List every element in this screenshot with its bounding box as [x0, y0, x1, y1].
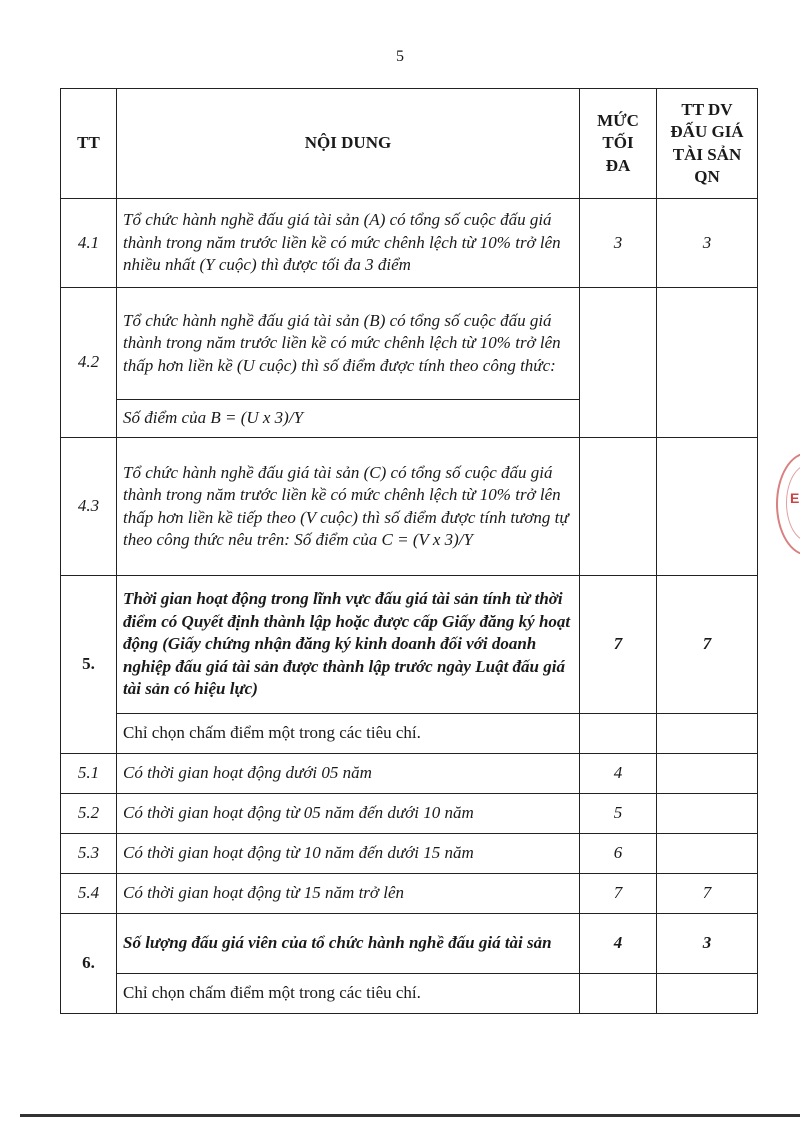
assigned-score: [657, 438, 758, 576]
row-number: 4.3: [61, 438, 117, 576]
max-score: 3: [580, 199, 657, 288]
assigned-score: [657, 834, 758, 874]
empty-cell: [657, 714, 758, 754]
header-noi-dung: NỘI DUNG: [117, 89, 580, 199]
table-row: [61, 199, 758, 288]
row-content: Tổ chức hành nghề đấu giá tài sản (C) có tổng số cuộc đấu giá thành trong năm trước liền kề có mức chênh lệch từ 10% trở lên thấp hơn liền kề tiếp theo (V cuộc) thì số điểm được tính tương tự theo công thức nêu trên: Số điểm của C = (V x 3)/Y: [117, 438, 580, 576]
empty-cell: [580, 714, 657, 754]
table-row: [61, 754, 758, 794]
row-number: 5.3: [61, 834, 117, 874]
row-number: 4.1: [61, 199, 117, 288]
row-content: Tổ chức hành nghề đấu giá tài sản (B) có tổng số cuộc đấu giá thành trong năm trước liền kề có mức chênh lệch từ 10% trở lên thấp hơn liền kề (U cuộc) thì số điểm được tính theo công thức:: [117, 288, 580, 400]
row-content: Số lượng đấu giá viên của tổ chức hành nghề đấu giá tài sản: [117, 914, 580, 974]
header-tt-dv: TT DV ĐẤU GIÁ TÀI SẢN QN: [657, 89, 758, 199]
row-content: Có thời gian hoạt động từ 15 năm trở lên: [117, 874, 580, 914]
header-tt: TT: [61, 89, 117, 199]
page-number: 5: [396, 48, 404, 65]
empty-cell: [657, 974, 758, 1014]
table-row: [61, 974, 758, 1014]
empty-cell: [580, 974, 657, 1014]
row-number: 5.: [61, 576, 117, 754]
table-header-row: [61, 89, 758, 199]
row-number: 4.2: [61, 288, 117, 438]
row-number: 5.1: [61, 754, 117, 794]
table-row: [61, 794, 758, 834]
row-content: Có thời gian hoạt động từ 05 năm đến dưới 10 năm: [117, 794, 580, 834]
max-score: 7: [580, 874, 657, 914]
row-number: 5.2: [61, 794, 117, 834]
table-row: [61, 714, 758, 754]
row-number: 5.4: [61, 874, 117, 914]
header-muc-toi-da: MỨC TỐI ĐA: [580, 89, 657, 199]
max-score: 4: [580, 914, 657, 974]
row-content: Có thời gian hoạt động từ 10 năm đến dưới 15 năm: [117, 834, 580, 874]
formula-text: Số điểm của B = (U x 3)/Y: [117, 400, 580, 438]
assigned-score: [657, 754, 758, 794]
max-score: 6: [580, 834, 657, 874]
scan-bottom-edge: [20, 1114, 800, 1117]
assigned-score: [657, 288, 758, 438]
row-number: 6.: [61, 914, 117, 1014]
stamp-letter: E: [790, 490, 800, 506]
table-row: [61, 576, 758, 714]
assigned-score: 7: [657, 576, 758, 714]
table-row: [61, 914, 758, 974]
max-score: [580, 438, 657, 576]
max-score: 7: [580, 576, 657, 714]
table-row: [61, 288, 758, 400]
table-row: [61, 834, 758, 874]
max-score: 4: [580, 754, 657, 794]
selection-note: Chỉ chọn chấm điểm một trong các tiêu chí.: [117, 974, 580, 1014]
assigned-score: 3: [657, 199, 758, 288]
max-score: 5: [580, 794, 657, 834]
max-score: [580, 288, 657, 438]
table-row: [61, 874, 758, 914]
assigned-score: 3: [657, 914, 758, 974]
table-row: [61, 438, 758, 576]
assigned-score: [657, 794, 758, 834]
row-content: Thời gian hoạt động trong lĩnh vực đấu giá tài sản tính từ thời điểm có Quyết định thành lập hoặc được cấp Giấy đăng ký hoạt động (Giấy chứng nhận đăng ký kinh doanh đối với doanh nghiệp đấu giá tài sản được thành lập trước ngày Luật đấu giá tài sản có hiệu lực): [117, 576, 580, 714]
row-content: Tổ chức hành nghề đấu giá tài sản (A) có tổng số cuộc đấu giá thành trong năm trước liền kề có mức chênh lệch từ 10% trở lên nhiều nhất (Y cuộc) thì được tối đa 3 điểm: [117, 199, 580, 288]
selection-note: Chỉ chọn chấm điểm một trong các tiêu chí.: [117, 714, 580, 754]
scoring-table: [60, 88, 758, 1014]
assigned-score: 7: [657, 874, 758, 914]
row-content: Có thời gian hoạt động dưới 05 năm: [117, 754, 580, 794]
